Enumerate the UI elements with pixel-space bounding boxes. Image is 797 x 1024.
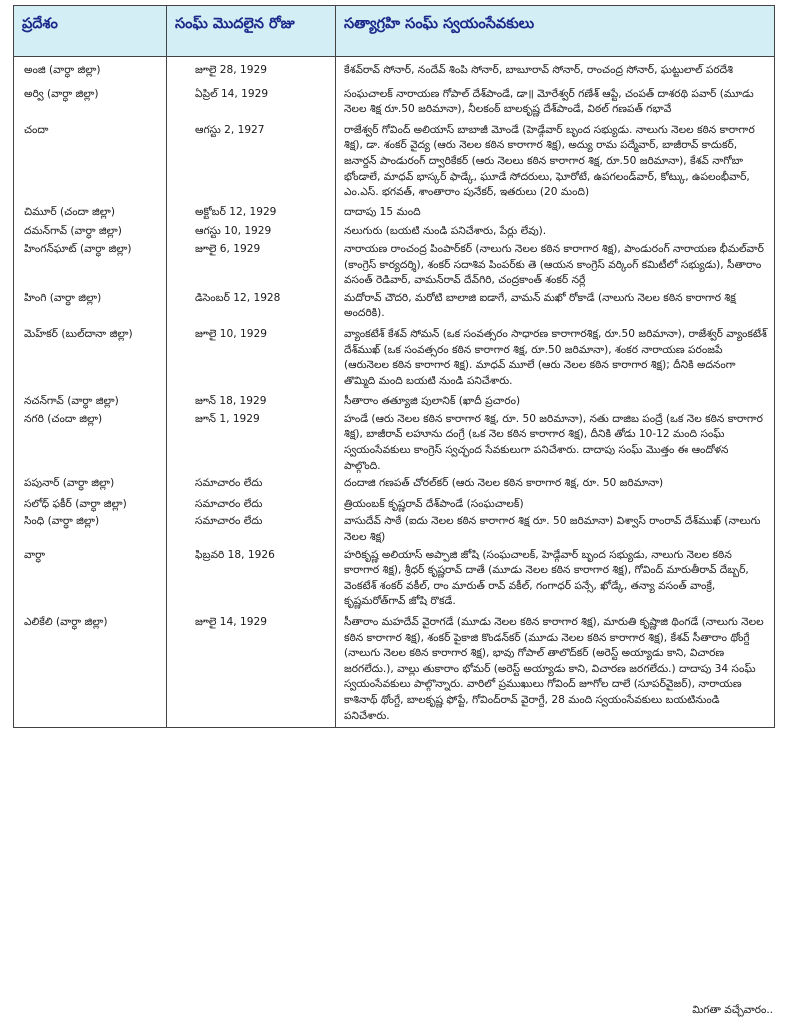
place-cell: హింగి (వార్ధా జిల్లా): [14, 289, 167, 325]
volunteers-cell: వాసుదేవ్ సాఠే (ఐదు నెలల కఠిన కారాగార శిక్ష రూ. 50 జరిమానా) విశ్వాస్ రాంరావ్ దేశ్‌ముఖ్ (నాలుగు నెలల శిక్ష): [336, 512, 775, 545]
volunteers-cell: కేశవ్‌రావ్ సోనార్, నందేవ్ శింపి సోనార్, బాబూరావ్ సోనార్, రాంచంద్ర సోనార్, ఘట్టులాల్ పరదేశి: [336, 57, 775, 85]
volunteers-cell: దందాజి గణపత్ చోరల్‌కర్ (ఆరు నెలల కఠిన కారాగార శిక్ష, రూ. 50 జరిమానా): [336, 474, 775, 495]
place-cell: దమన్‌గావ్ (వార్ధా జిల్లా): [14, 222, 167, 240]
table-row: [14, 546, 775, 613]
date-cell: సమాచారం లేదు: [167, 474, 336, 495]
table-row: [14, 325, 775, 392]
header-place: ప్రదేశం: [14, 6, 167, 57]
table-row: [14, 410, 775, 474]
date-cell: జూలై 6, 1929: [167, 240, 336, 289]
date-cell: ఆగస్టు 10, 1929: [167, 222, 336, 240]
place-cell: నచన్‌గావ్ (వార్ధా జిల్లా): [14, 392, 167, 410]
date-cell: ఫిబ్రవరి 18, 1926: [167, 546, 336, 613]
volunteers-cell: సీతారాం మహదేవ్ వైరాగడే (మూడు నెలల కఠిన కారాగార శిక్ష), మారుతి కృష్ణాజి థింగడే (నాలుగు నెలల కఠిన కారాగార శిక్ష), శంకర్ పైకాజి కొండన్‌కర్ (మూడు నెలల కఠిన కారాగార శిక్ష), కేశవ్ సీతారాం థోంగ్దే (నాలుగు నెలల కఠిన కారాగార శిక్ష), భావు గోపాల్ తాలొద్‌కర్ (అరెస్ట్ అయ్యాడు కాని, విచారణ జరగలేదు.), వాల్లు తుకారాం భోమర్ (అరెస్ట్ అయ్యాడు కాని, విచారణ జరగలేదు.) దాదాపు 34 సంఘ్ స్వయంసేవకులు పాల్గొన్నారు. వారిలో ప్రముఖులు గోవింద్ జూగోల దాలే (సూపర్‌వైజర్), నారాయణ కాశినాథ్ థోంగ్దే, బాలకృష్ణ ఫోప్టే, గోవింద్‌రావ్ వైరాగ్దే, 28 మంది స్వయంసేవకులు బయటినుండి పనిచేశారు.: [336, 613, 775, 728]
place-cell: అర్వి (వార్ధా జిల్లా): [14, 85, 167, 121]
satyagraha-table: [13, 5, 775, 728]
table-row: [14, 222, 775, 240]
place-cell: అంజి (వార్ధా జిల్లా): [14, 57, 167, 85]
table-row: [14, 392, 775, 410]
header-volunteers: సత్యాగ్రహి సంఘ్ స్వయంసేవకులు: [336, 6, 775, 57]
date-cell: అక్టోబర్ 12, 1929: [167, 203, 336, 223]
volunteers-cell: నారాయణ రాంచంద్ర పింపార్‌కర్ (నాలుగు నెలల కఠిన కారాగార శిక్ష), పాండురంగ్ నారాయణ భీమల్‌వార్ (కాంగ్రెస్ కార్యదర్శి), శంకర్ సదాశివ పింపర్‌కు తె (ఆయన కాంగ్రెస్ వర్కింగ్ కమిటీలో సభ్యుడు), సీతారాం వసంత్ రెడివార్, వామన్‌రావ్ దేవ్‌గిరి, చంద్రకాంత్ శంకర్ నర్లే: [336, 240, 775, 289]
volunteers-cell: హరికృష్ణ అలియాస్ అప్పాజి జోషి (సంఘచాలక్, హెడ్గేవార్ బృంద సభ్యుడు, నాలుగు నెలల కఠిన కారాగార శిక్ష), శ్రీధర్ కృష్ణరావ్ దాతే (మూడు నెలల కఠిన కారాగార శిక్ష), గోవింద్ మారుతీరావ్ దేబ్బర్, వెంకటేశ్ శంకర్ వకీల్, రాం మారుత్ రావ్ వకీల్, గంగాధర్ పన్సే, ఖోడ్కే, తన్యా వసంత్ వాంక్రే, కృష్ణమరోత్‌గావ్ జోషి రొకడే.: [336, 546, 775, 613]
table-row: [14, 203, 775, 223]
volunteers-cell: హండే (ఆరు నెలల కఠిన కారాగార శిక్ష, రూ. 50 జరిమానా), నతు దాజిబ పంద్రే (ఒక నెల కఠిన కారాగార శిక్ష), బాజీరావ్ లహూను దంగ్రే (ఒక నెల కఠిన కారాగార శిక్ష), దీనికి తోడు 10-12 మంది సంఘ్ స్వయంసేవకులు కాంగ్రెస్ స్వచ్ఛంద సేవకులుగా పనిచేశారు. దాదాపు సంఘ్ మొత్తం ఈ ఆందోళన పాల్గొంది.: [336, 410, 775, 474]
table-row: [14, 474, 775, 495]
date-cell: ఏప్రిల్ 14, 1929: [167, 85, 336, 121]
date-cell: జూన్ 18, 1929: [167, 392, 336, 410]
volunteers-cell: నలుగురు (బయటి నుండి పనిచేశారు, పేర్లు లేవు).: [336, 222, 775, 240]
place-cell: హింగన్‌ఘాట్ (వార్ధా జిల్లా): [14, 240, 167, 289]
place-cell: ఎలికేలి (వార్ధా జిల్లా): [14, 613, 167, 728]
table-row: [14, 289, 775, 325]
table-row: [14, 495, 775, 513]
table-row: [14, 240, 775, 289]
volunteers-cell: త్రియంబక్ కృష్ణరావ్ దేశ్‌పాండే (సంఘచాలక్): [336, 495, 775, 513]
date-cell: సమాచారం లేదు: [167, 495, 336, 513]
date-cell: ఆగస్టు 2, 1927: [167, 121, 336, 203]
table-row: [14, 121, 775, 203]
table-row: [14, 512, 775, 545]
place-cell: నగరి (చందా జిల్లా): [14, 410, 167, 474]
table-row: [14, 57, 775, 85]
place-cell: మెహ్‌కర్ (బుల్‌దానా జిల్లా): [14, 325, 167, 392]
date-cell: జూలై 10, 1929: [167, 325, 336, 392]
place-cell: సలోధ్ ఫకీర్ (వార్ధా జిల్లా): [14, 495, 167, 513]
continued-note: మిగతా వచ్చేవారం..: [692, 1004, 773, 1016]
place-cell: పపునార్ (వార్ధా జిల్లా): [14, 474, 167, 495]
table-header-row: [14, 6, 775, 57]
volunteers-cell: దాదాపు 15 మంది: [336, 203, 775, 223]
volunteers-cell: సీతారాం తత్యూజి పులానిక్ (ఖాదీ ప్రచారం): [336, 392, 775, 410]
volunteers-cell: మదోరావ్ చౌదరి, మరోటి బాలాజి ఐడాగే, వామన్ మఖో రోకాడే (నాలుగు నెలల కఠిన కారాగార శిక్ష అందరికి).: [336, 289, 775, 325]
volunteers-cell: సంఘచాలక్ నారాయణ గోపాల్ దేశ్‌పాండే, డా॥ మోరేశ్వర్ గణేశ్ ఆప్టే, చంపత్ దాశరథి పవార్ (మూడు నెలల శిక్ష రూ.50 జరిమానా), నీలకంఠ్ బాలకృష్ణ దేశ్‌పాండే, విఠల్ గణపత్ గభావే: [336, 85, 775, 121]
place-cell: చిమూర్ (చందా జిల్లా): [14, 203, 167, 223]
date-cell: జూలై 14, 1929: [167, 613, 336, 728]
place-cell: వార్ధా: [14, 546, 167, 613]
volunteers-cell: రాజేశ్వర్ గోవింద్ అలియాస్ బాబాజీ మోండే (హెడ్గేవార్ బృంద సభ్యుడు. నాలుగు నెలల కఠిన కారాగార శిక్ష), డా. శంకర్ వైద్య (ఆరు నెలల కఠిన కారాగార శిక్ష), అద్యు రామ పద్మేవార్, బాజీరావ్ కాదుకర్, జనార్దన్ పాండురంగ్ ద్వారికేకర్ (ఆరు నెలలు కఠిన కారాగార శిక్ష, రూ.50 జరిమానా), కేశవ్ నాగోబా భోండాలే, మాధవ్ భాస్కర్ ఫాడ్కే, ఘూడే సోదరులు, ఘోరోటే, ఉపగలండ్‌వార్, కోట్కు, ఉపలంభీవార్, ఎం.ఎస్. భగవత్, శాంతారాం పునేకర్, ఇతరులు (20 మంది): [336, 121, 775, 203]
table-row: [14, 613, 775, 728]
header-start-date: సంఘ్ మొదలైన రోజు: [167, 6, 336, 57]
date-cell: జూలై 28, 1929: [167, 57, 336, 85]
table-row: [14, 85, 775, 121]
date-cell: డిసెంబర్ 12, 1928: [167, 289, 336, 325]
place-cell: చందా: [14, 121, 167, 203]
date-cell: జూన్ 1, 1929: [167, 410, 336, 474]
date-cell: సమాచారం లేదు: [167, 512, 336, 545]
volunteers-cell: వ్యాంకటేశ్ కేశవ్ సోమన్ (ఒక సంవత్సరం సాధారణ కారాగారశిక్ష, రూ.50 జరిమానా), రాజేశ్వర్ వ్యాంకటేశ్ దేశ్‌ముఖ్ (ఒక సంవత్సరం కఠిన కారాగార శిక్ష, రూ.50 జరిమానా), శంకర నారాయణ పరంజపే (ఆరునెలల కఠిన కారాగార శిక్ష). మాధవ్ మూలే (ఆరు నెలల కఠిన కారాగార శిక్ష); దీనికి అదనంగా తొమ్మిది మంది బయటి నుండి పనిచేశారు.: [336, 325, 775, 392]
place-cell: సింధి (వార్ధా జిల్లా): [14, 512, 167, 545]
